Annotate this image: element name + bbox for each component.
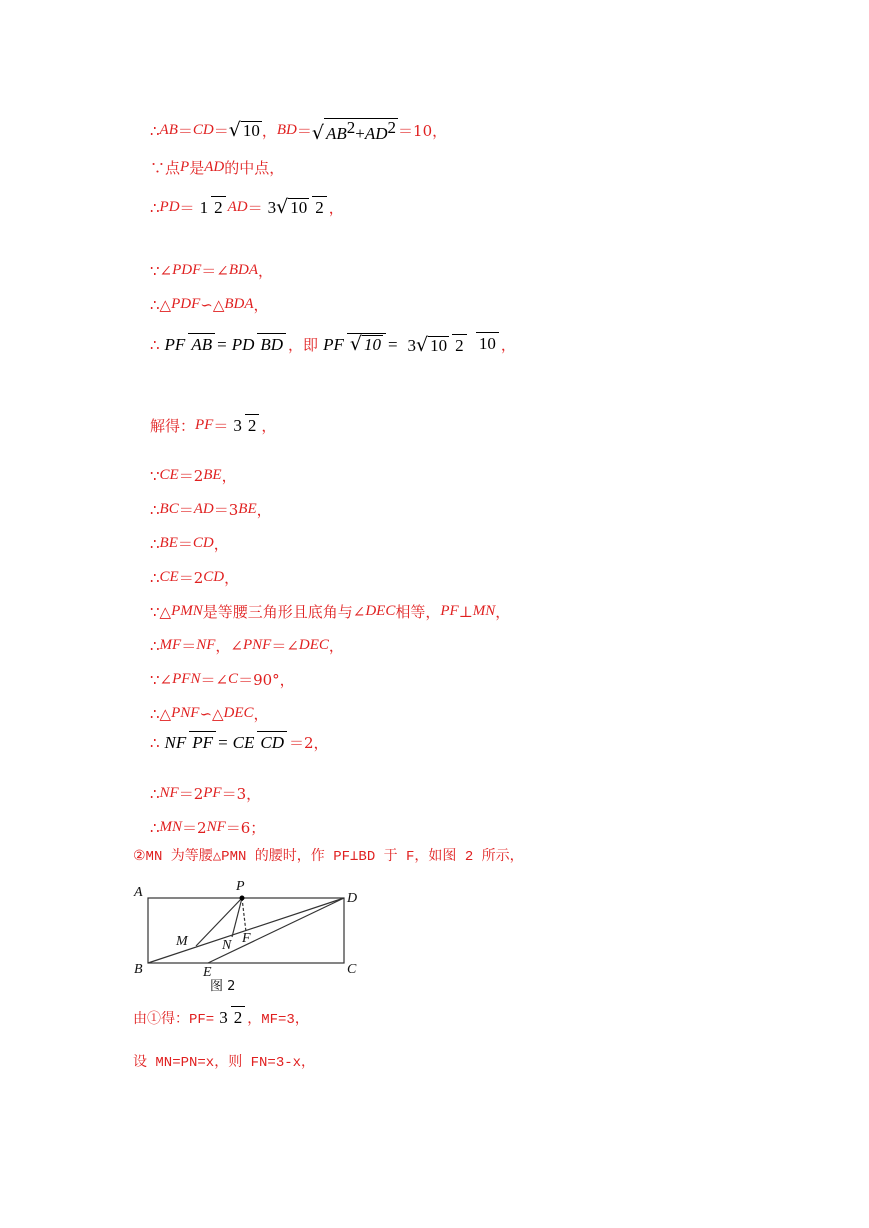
text: 的中点， <box>224 159 285 177</box>
fraction-3sqrt10-2: 3√ 10 2 <box>265 196 327 219</box>
var: DEC <box>365 603 396 619</box>
text: 由①得：PF= <box>133 1011 215 1028</box>
text: ＝ <box>181 637 197 655</box>
sq: 2 <box>387 118 397 137</box>
var-pd: PD <box>159 199 180 215</box>
line-18 <box>150 817 265 838</box>
text: ，即 <box>288 336 319 355</box>
line-1 <box>150 118 447 144</box>
num: 3 <box>233 416 242 435</box>
text: ∵ <box>150 466 160 485</box>
text: ∴ <box>150 568 160 587</box>
label-f: F <box>242 931 251 946</box>
eq: ＝ <box>213 417 229 435</box>
eq: ＝ <box>179 199 195 217</box>
text: ∴ <box>150 818 160 837</box>
text: ＝∠ <box>271 637 299 655</box>
var-cd: CD <box>192 122 214 139</box>
fraction-pf-sqrt10: PF √ 10 <box>320 333 386 356</box>
var: PMN <box>171 603 203 619</box>
line-7 <box>150 414 276 437</box>
fraction-pd-bd <box>229 333 286 356</box>
point-p <box>240 896 245 901</box>
figure-2 <box>128 878 368 998</box>
var: BDA <box>228 262 259 278</box>
var: PFN <box>172 671 201 687</box>
var: PF <box>195 417 214 433</box>
text: ∽△ <box>199 704 224 723</box>
text: ， <box>253 296 269 314</box>
text: ＝90°， <box>238 671 295 689</box>
text: ，∠ <box>215 637 243 655</box>
text: ， <box>253 705 269 723</box>
text: ＝2 <box>178 569 204 587</box>
sq: 2 <box>346 118 356 137</box>
line-4 <box>150 260 273 281</box>
den: 2 <box>312 196 327 218</box>
text: ∴ <box>150 534 160 553</box>
var-ad: AD <box>227 199 248 215</box>
text: ， <box>256 501 272 519</box>
text: ，MF=3， <box>247 1011 309 1028</box>
ab: AB <box>326 124 347 143</box>
num: PF <box>164 335 186 355</box>
eq: ＝ <box>177 122 193 141</box>
fraction-pf-ab <box>162 333 216 356</box>
var: NF <box>159 785 179 801</box>
eq: = <box>218 732 228 752</box>
text: ∴ <box>150 784 160 803</box>
sqrt-body: 10 <box>242 121 260 140</box>
ad: AD <box>364 124 388 143</box>
line-ed <box>208 898 344 963</box>
text: ∴△ <box>150 704 172 723</box>
text: ∴ <box>150 500 160 519</box>
figure-caption: 图 2 <box>210 979 236 994</box>
line-3 <box>150 196 344 219</box>
var: BDA <box>224 296 254 312</box>
eq: = <box>217 334 227 354</box>
text: ＝3 <box>213 501 239 519</box>
text: 是 <box>189 159 205 177</box>
var: NF <box>206 819 226 835</box>
line-6 <box>150 332 516 358</box>
var: CE <box>159 569 179 585</box>
line-17 <box>150 783 261 804</box>
sqrt-body: 10 <box>363 335 381 355</box>
text: ＝2 <box>182 819 207 837</box>
den: 2 <box>211 196 226 218</box>
label-n: N <box>222 938 232 953</box>
label-a: A <box>134 885 143 900</box>
line-10 <box>150 533 229 554</box>
line-pf-dashed <box>242 898 246 932</box>
num: 3 <box>219 1008 228 1027</box>
var: AD <box>193 501 214 517</box>
text: ②MN 为等腰△PMN 的腰时，作 PF⊥BD 于 F，如图 2 所示， <box>133 849 524 865</box>
fraction-nf-pf <box>162 731 217 754</box>
text: ＝∠ <box>201 262 229 280</box>
eq: = <box>387 334 398 354</box>
comma: ， <box>261 122 277 141</box>
line-13 <box>150 635 344 656</box>
den: BD <box>257 333 286 355</box>
line-14 <box>150 669 295 690</box>
fraction-3-2 <box>230 414 259 437</box>
num-coef: 3 <box>267 198 277 217</box>
text: ＝2 <box>178 467 204 485</box>
comma: ， <box>261 417 277 435</box>
fraction-ce-cd <box>230 731 287 754</box>
text: ， <box>224 569 240 587</box>
line-20 <box>133 1006 309 1029</box>
var: PF <box>203 785 222 801</box>
text: 设 MN=PN=x，则 FN=3-x， <box>133 1055 316 1071</box>
den: 2 <box>452 334 467 356</box>
var: CD <box>192 535 214 551</box>
var: PNF <box>171 705 200 721</box>
therefore-symbol: ∴ <box>150 733 160 752</box>
therefore-symbol: ∴ <box>150 335 160 354</box>
var: NF <box>196 637 216 653</box>
line-9 <box>150 499 272 520</box>
text: 是等腰三角形且底角与∠ <box>202 603 366 621</box>
num: CE <box>232 733 255 752</box>
text: ⊥ <box>458 602 473 621</box>
text: ∵点 <box>150 159 181 177</box>
text: 相等， <box>395 603 441 621</box>
line-15 <box>150 703 269 724</box>
inner-fraction: 3√ 10 2 <box>405 334 467 357</box>
text: ＝3， <box>221 785 262 803</box>
line-12 <box>150 601 510 622</box>
text: 解得： <box>150 417 196 435</box>
therefore-symbol: ∴ <box>150 198 160 217</box>
var: C <box>228 671 239 687</box>
text: ∴ <box>150 636 160 655</box>
var: CD <box>203 569 225 585</box>
var-ad: AD <box>204 159 225 175</box>
text: ∵∠ <box>150 261 173 280</box>
den: 10 <box>476 332 499 354</box>
var: MF <box>159 637 182 653</box>
var-ab: AB <box>159 122 178 139</box>
line-2 <box>150 157 284 178</box>
text: ∴△ <box>150 295 172 314</box>
var: BE <box>238 501 257 517</box>
sqrt-body: 10 <box>430 335 448 355</box>
eq-10: ＝10， <box>398 122 448 141</box>
line-8 <box>150 465 237 486</box>
label-e: E <box>203 965 212 980</box>
text: ∵∠ <box>150 670 173 689</box>
coef: 3 <box>407 335 417 355</box>
var: MN <box>159 819 183 835</box>
text: ， <box>258 262 274 280</box>
comma: ， <box>500 336 516 355</box>
text: ＝∠ <box>200 671 229 689</box>
line-pm <box>196 898 242 946</box>
var: DEC <box>223 705 254 721</box>
var: PNF <box>242 637 272 653</box>
fraction-3-2 <box>216 1006 245 1029</box>
num: PD <box>231 335 255 355</box>
text: ＝ <box>177 535 193 553</box>
var: PF <box>440 603 459 619</box>
text: ∵△ <box>150 602 172 621</box>
den: 2 <box>245 414 260 436</box>
eq: ＝ <box>213 122 229 141</box>
text: ＝6； <box>225 819 266 837</box>
var: PDF <box>171 296 201 312</box>
eq: ＝ <box>296 122 312 141</box>
label-b: B <box>134 962 143 977</box>
line-5 <box>150 294 269 315</box>
sqrt-ab-ad: √ $AB^2+AD^2$ <box>311 118 397 144</box>
text: ， <box>213 535 229 553</box>
label-p: P <box>236 879 245 894</box>
var: DEC <box>298 637 329 653</box>
label-m: M <box>176 934 188 949</box>
text: ＝2 <box>178 785 204 803</box>
text: ， <box>328 637 344 655</box>
label-d: D <box>347 891 358 906</box>
var: BC <box>159 501 179 517</box>
compound-fraction <box>400 332 499 358</box>
line-16 <box>150 731 329 754</box>
num: PF <box>323 335 344 355</box>
text: ， <box>221 467 237 485</box>
sqrt-10: √ 10 <box>228 119 260 141</box>
num: NF <box>164 733 187 752</box>
den: 2 <box>231 1006 246 1028</box>
den: AB <box>188 333 215 355</box>
text: ∽△ <box>200 295 225 314</box>
fraction-half <box>197 196 226 219</box>
comma: ， <box>328 199 344 217</box>
var: CE <box>159 467 179 483</box>
text: ＝2， <box>289 734 329 752</box>
var: MN <box>472 603 496 619</box>
var-bd: BD <box>276 122 297 139</box>
var-p: P <box>180 159 190 175</box>
sqrt-body: 10 <box>290 198 308 217</box>
eq: ＝ <box>247 199 263 217</box>
den: PF <box>189 731 216 753</box>
line-19 <box>133 845 524 865</box>
label-c: C <box>347 962 357 977</box>
line-21 <box>133 1051 315 1071</box>
line-11 <box>150 567 239 588</box>
therefore-symbol: ∴ <box>150 121 160 140</box>
num: 1 <box>199 198 209 217</box>
text: ＝ <box>178 501 194 519</box>
var: BE <box>203 467 222 483</box>
plus: + <box>355 124 365 143</box>
var: PDF <box>172 262 202 278</box>
den: CD <box>257 731 287 753</box>
var: BE <box>159 535 178 551</box>
text: ， <box>495 603 511 621</box>
